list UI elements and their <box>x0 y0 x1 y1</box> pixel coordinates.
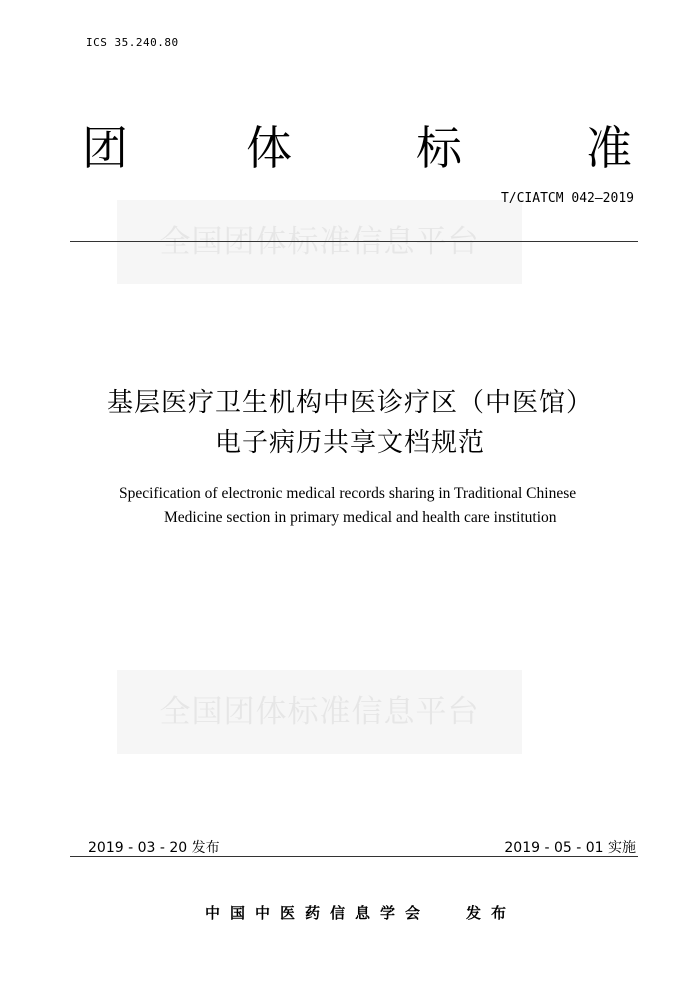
issue-date: 2019 - 03 - 20 发布 <box>88 840 220 856</box>
chinese-title-line-1: 基层医疗卫生机构中医诊疗区（中医馆） <box>106 388 593 418</box>
standard-number: T/CIATCM 042—2019 <box>500 191 634 206</box>
english-title-line-1: Specification of electronic medical records sharing in Traditional Chinese <box>119 485 577 502</box>
publish-label: 发布 <box>466 904 517 922</box>
watermark-top: 全国团体标准信息平台 <box>117 200 522 284</box>
title-char-4: 准 <box>586 121 632 175</box>
footer-divider <box>70 856 638 857</box>
english-title-line-2: Medicine section in primary medical and health care institution <box>164 509 557 526</box>
publisher-name: 中国中医药信息学会 <box>205 904 431 922</box>
title-char-2: 体 <box>246 121 292 175</box>
header-divider <box>70 241 638 242</box>
title-char-1: 团 <box>82 121 128 175</box>
watermark-bottom: 全国团体标准信息平台 <box>117 670 522 754</box>
document-type-title <box>78 112 638 175</box>
chinese-title-line-2: 电子病历共享文档规范 <box>214 428 485 458</box>
ics-code: ICS 35.240.80 <box>86 36 179 49</box>
title-char-3: 标 <box>416 121 462 175</box>
implementation-date: 2019 - 05 - 01 实施 <box>504 840 636 856</box>
